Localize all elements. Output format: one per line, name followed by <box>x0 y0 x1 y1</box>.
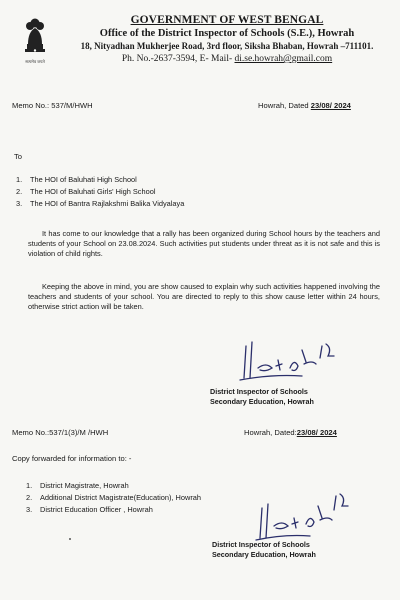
signatory-title: District Inspector of Schools <box>210 387 308 396</box>
addressee-list <box>16 174 184 210</box>
memo-date <box>244 428 337 438</box>
memo-date <box>258 101 351 111</box>
ink-speck <box>69 538 71 540</box>
list-item: 2. Additional District Magistrate(Education), Howrah <box>26 493 202 502</box>
signatory-block <box>212 540 316 559</box>
office-address: 18, Nityadhan Mukherjee Road, 3rd floor, Siksha Bhaban, Howrah –711101. <box>80 41 374 51</box>
signatory-subtitle: Secondary Education, Howrah <box>212 549 316 559</box>
forwarded-list <box>26 480 201 516</box>
emblem-motto: सत्यमेव जयते <box>25 59 45 64</box>
state-emblem <box>18 14 52 66</box>
signatory-block <box>210 387 314 406</box>
signatory-title: District Inspector of Schools <box>212 540 310 549</box>
email-link[interactable]: di.se.howrah@gmail.com <box>234 54 333 64</box>
phone-text: Ph. No.-2637-3594, E- Mail- <box>121 54 233 64</box>
copy-forwarded-label: Copy forwarded for information to: - <box>12 454 132 463</box>
office-name: Office of the District Inspector of Schools (S.E.), Howrah <box>99 28 355 39</box>
ashoka-emblem-icon <box>18 14 52 58</box>
list-item: 3. The HOI of Bantra Rajlakshmi Balika Vidyalaya <box>16 199 185 208</box>
handwritten-signature <box>240 486 370 544</box>
body-paragraph-1: It has come to our knowledge that a rally has been organized during School hours by the teachers and students of your School on 23.08.2024. Such activities put students under threat as it is not safe and this is violation of child rights. <box>28 229 380 258</box>
date-value: 23/08/ 2024 <box>296 428 337 437</box>
date-label: Howrah, Dated: <box>244 428 297 437</box>
list-item: 3. District Education Officer , Howrah <box>26 505 153 514</box>
date-value: 23/08/ 2024 <box>310 101 351 110</box>
government-name: GOVERNMENT OF WEST BENGAL <box>130 14 324 26</box>
memo-number: Memo No.: 537/M/HWH <box>12 101 93 110</box>
list-item: 2. The HOI of Baluhati Girls' High School <box>16 187 156 196</box>
contact-line <box>62 54 392 64</box>
letterhead <box>62 14 392 64</box>
list-item: 1. The HOI of Baluhati High School <box>16 175 137 184</box>
signatory-subtitle: Secondary Education, Howrah <box>210 396 314 406</box>
date-label: Howrah, Dated <box>258 101 309 110</box>
list-item: 1. District Magistrate, Howrah <box>26 481 129 490</box>
memo-number: Memo No.:537/1(3)/M /HWH <box>12 428 109 437</box>
to-label: To <box>14 152 23 161</box>
handwritten-signature <box>232 338 362 386</box>
body-paragraph-2: Keeping the above in mind, you are show caused to explain why such activities happened involving the teachers and students of your school. You are directed to reply to this show cause letter within 24 hours, otherwise strict action will be taken. <box>28 282 380 311</box>
